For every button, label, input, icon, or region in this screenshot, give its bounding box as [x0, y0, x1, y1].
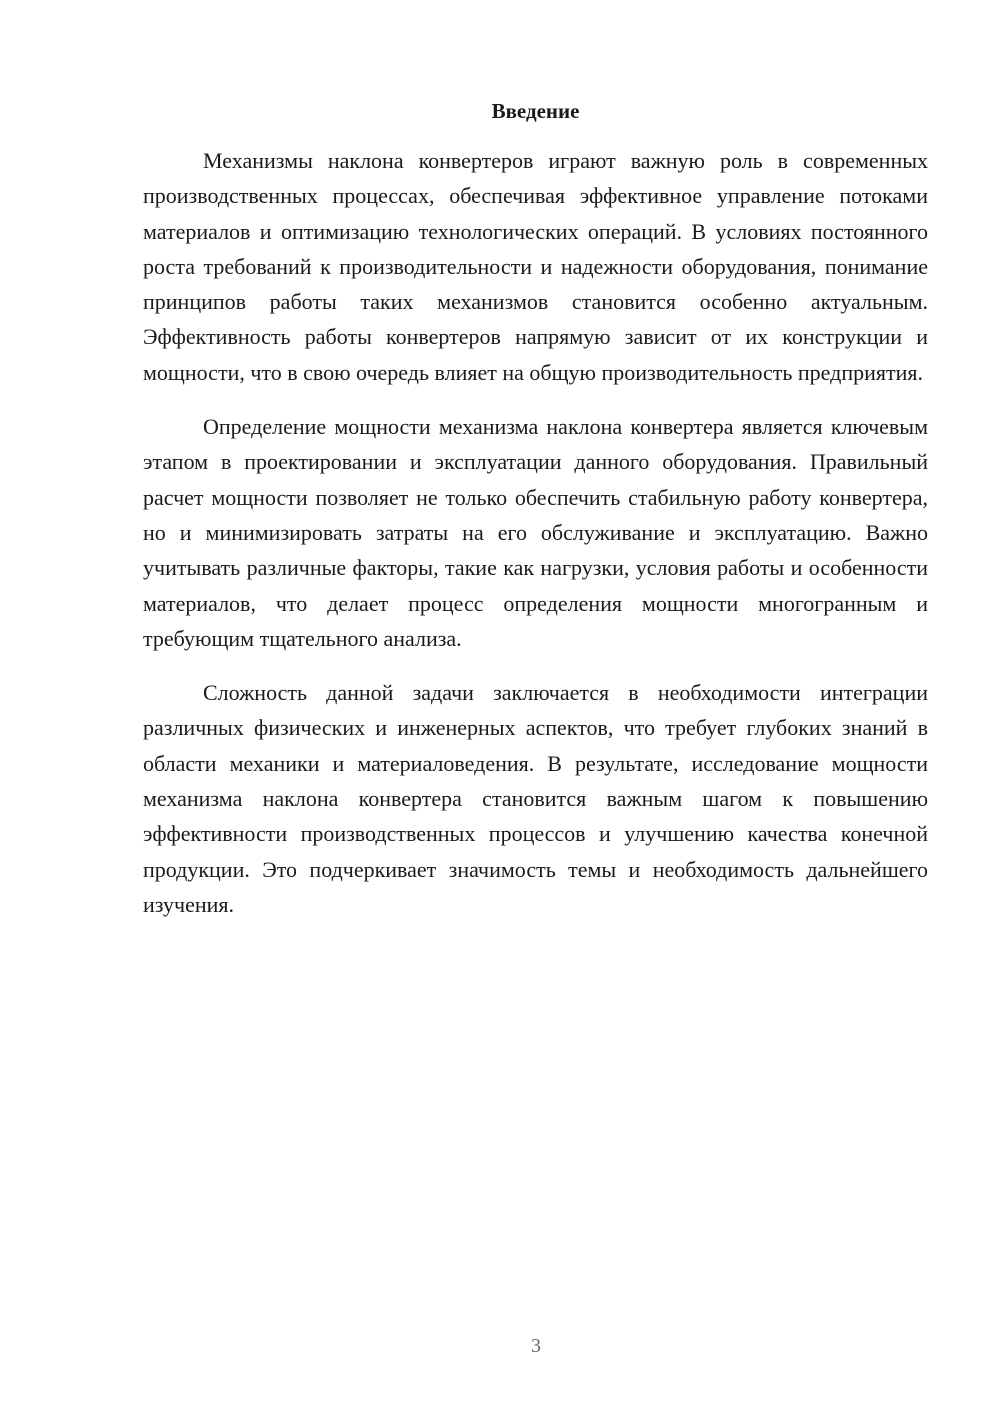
paragraph-1: Механизмы наклона конвертеров играют важную роль в современных производственных процессах, обеспечивая эффективное управление потоками материалов и оптимизацию технологических операций. В условиях постоянного роста требований к производительности и надежности оборудования, понимание принципов работы таких механизмов становится особенно актуальным. Эффективность работы конвертеров напрямую зависит от их конструкции и мощности, что в свою очередь влияет на общую производительность предприятия. [143, 148, 928, 385]
body-text [143, 143, 928, 941]
paragraph-3: Сложность данной задачи заключается в необходимости интеграции различных физических и инженерных аспектов, что требует глубоких знаний в области механики и материаловедения. В результате, исследование мощности механизма наклона конвертера становится важным шагом к повышению эффективности производственных процессов и улучшению качества конечной продукции. Это подчеркивает значимость темы и необходимость дальнейшего изучения. [143, 680, 928, 917]
section-title: Введение [491, 99, 580, 123]
page-number: 3 [531, 1335, 541, 1357]
paragraph-2: Определение мощности механизма наклона конвертера является ключевым этапом в проектировании и эксплуатации данного оборудования. Правильный расчет мощности позволяет не только обеспечить стабильную работу конвертера, но и минимизировать затраты на его обслуживание и эксплуатацию. Важно учитывать различные факторы, такие как нагрузки, условия работы и особенности материалов, что делает процесс определения мощности многогранным и требующим тщательного анализа. [143, 414, 928, 651]
